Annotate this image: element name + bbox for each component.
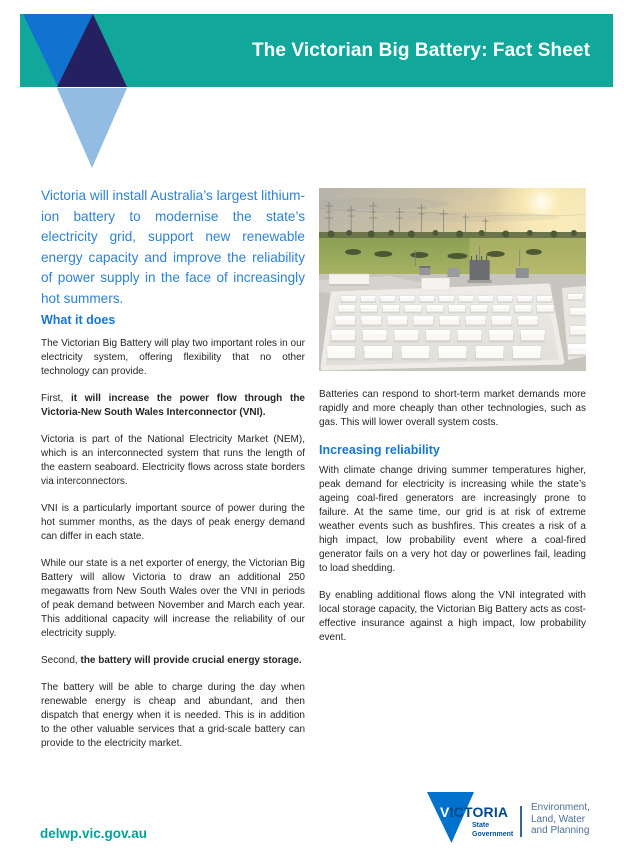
body-paragraph: With climate change driving summer temperatures higher, peak demand for electricity is increasing while the state’s ageing coal-fired generators are increasingly prone to failure. At the same time, our grid is at risk of extreme weather events such as bushfires. This creates a risk of a high impact, low probability event where a coal-fired generator fails on a very hot day or powerlines fail, leading to load shedding. [319, 465, 586, 574]
victoria-wordmark [440, 804, 508, 820]
body-paragraph: Victoria is part of the National Electricity Market (NEM), which is an interconnected system that runs the length of the eastern seaboard. Electricity flows across state borders via interconnectors. [41, 433, 305, 487]
state-government-label [472, 821, 513, 839]
body-paragraph [41, 654, 305, 668]
footer-logo-divider [520, 806, 522, 837]
right-column [319, 188, 586, 658]
body-paragraph: By enabling additional flows along the VNI integrated with local storage capacity, the Victorian Big Battery acts as cost-effective insurance against a high impact, low probability event. [319, 590, 586, 643]
department-line: Environment, [531, 802, 590, 813]
government-label: Government [472, 831, 514, 838]
paragraph-prefix: First, [41, 392, 71, 404]
paragraph-bold: it will increase the power flow through the Victoria-New South Wales Interconnector (VNI). [41, 392, 305, 418]
department-line: and Planning [531, 825, 590, 837]
body-paragraph: Batteries can respond to short-term market demands more rapidly and more cheaply than other technologies, such as gas. This will lower overall system costs. [319, 389, 586, 428]
body-paragraph: The battery will be able to charge during the day when renewable energy is cheap and abundant, and then dispatch that energy when it is needed. This is in addition to the other valuable services that a grid-scale battery can provide to the electricity market. [41, 681, 305, 749]
victoria-wordmark-rest: ICTORIA [449, 804, 509, 820]
paragraph-bold: the battery will provide crucial energy storage. [80, 654, 302, 666]
what-it-does-heading: What it does [41, 312, 116, 327]
delwp-triangles-logo [23, 14, 127, 168]
increasing-reliability-heading: Increasing reliability [319, 443, 440, 457]
body-paragraph: While our state is a net exporter of energy, the Victorian Big Battery will allow Victoria to draw an additional 250 megawatts from New South Wales over the VNI in periods of peak demand between November and March each year. This additional capacity will increase the reliability of our electricity supply. [41, 557, 305, 639]
department-name [531, 802, 590, 837]
state-label: State [472, 822, 490, 829]
intro-paragraph: Victoria will install Australia’s largest lithium-ion battery to modernise the state’s electricity grid, support new renewable energy capacity and improve the reliability of power supply in the face of increasingly hot summers. [41, 188, 305, 306]
victoria-wordmark-v: V [440, 804, 450, 820]
battery-farm-image [319, 188, 586, 371]
department-line: Land, Water [531, 813, 586, 825]
website-link[interactable]: delwp.vic.gov.au [40, 826, 148, 841]
body-paragraph: VNI is a particularly important source of power during the hot summer months, as the days of peak energy demand can differ in each state. [41, 502, 305, 542]
left-column [41, 186, 305, 764]
body-paragraph: The Victorian Big Battery will play two important roles in our electricity system, offering flexibility that no other technology can provide. [41, 337, 305, 377]
page-title: The Victorian Big Battery: Fact Sheet [251, 39, 590, 61]
paragraph-prefix: Second, [41, 654, 81, 666]
body-paragraph [41, 392, 305, 420]
